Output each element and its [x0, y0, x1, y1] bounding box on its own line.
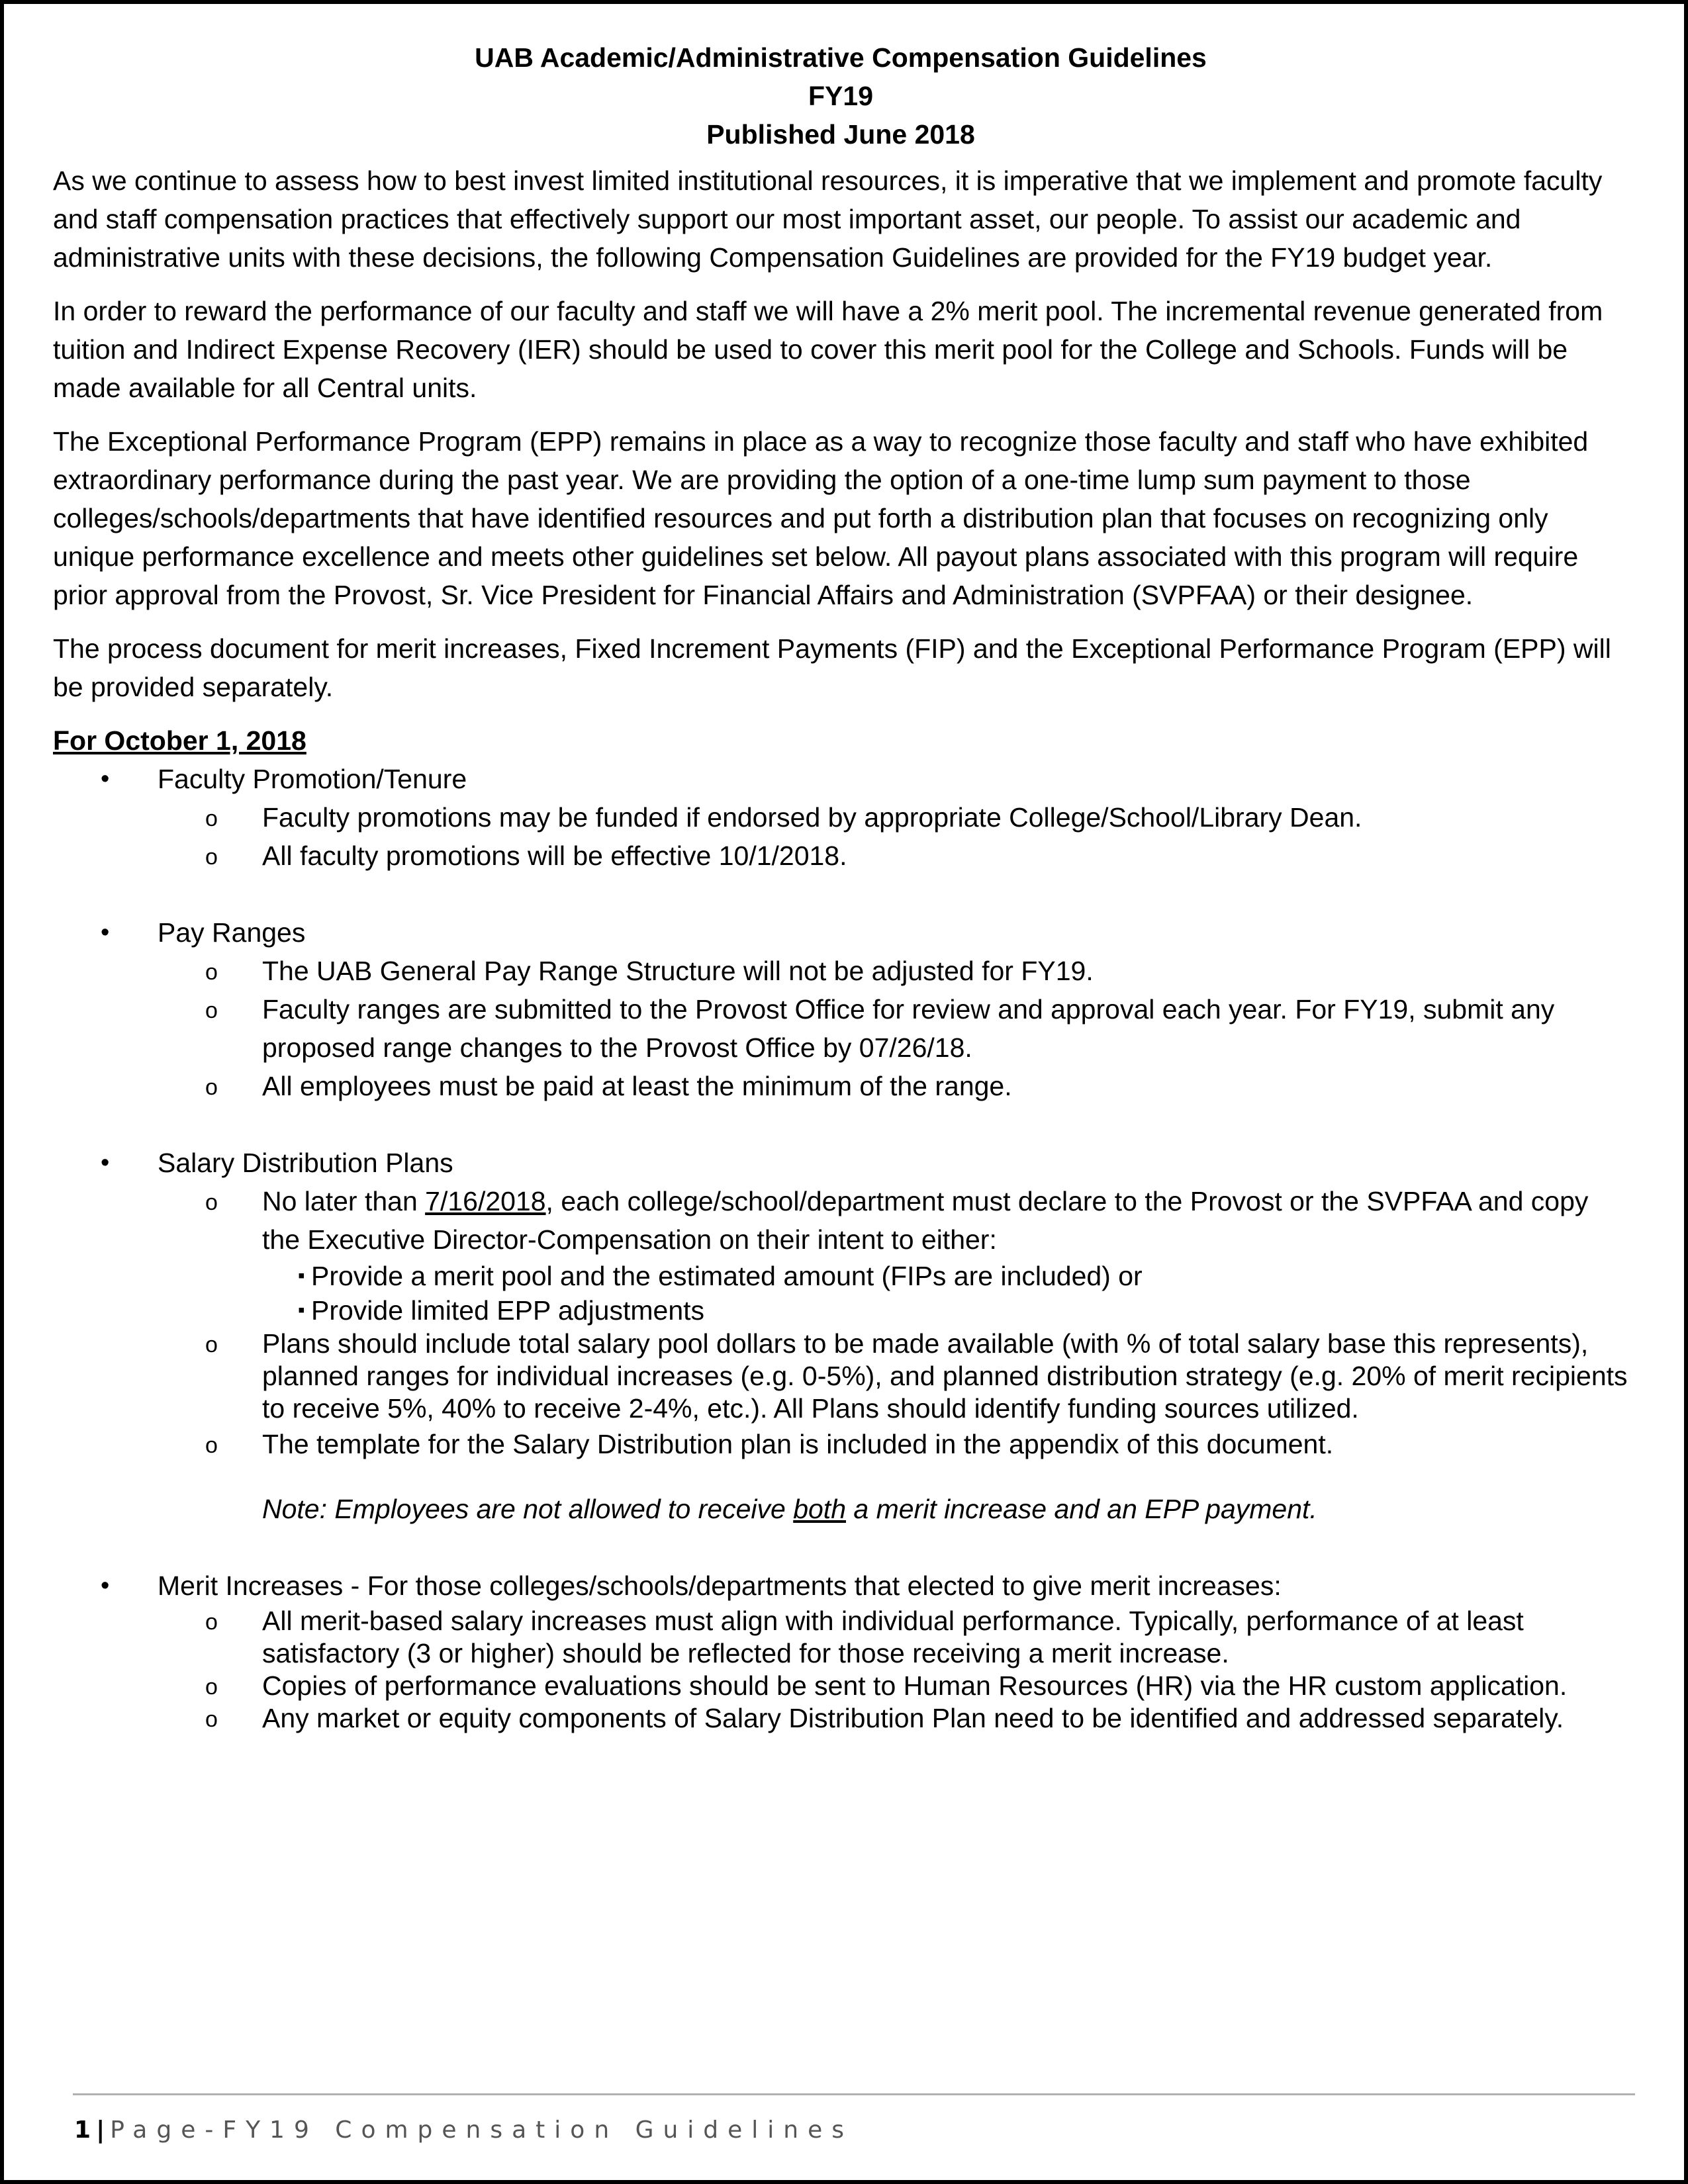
- option-text: Provide a merit pool and the estimated amount (FIPs are included) or: [311, 1261, 1143, 1291]
- circle-bullet-icon: o: [205, 1433, 218, 1458]
- note-prefix: Note: Employees are not allowed to receive: [262, 1494, 794, 1524]
- epp-paragraph: The Exceptional Performance Program (EPP) remains in place as a way to recognize those faculty and staff who have exhibited extraordinary performance during the past year. We are providing the option of a one-time lump sum payment to those colleges/schools/departments that have identified resources and put forth a distribution plan that focuses on recognizing only unique performance excellence and meets other guidelines set below. All payout plans associated with this program will require prior approval from the Provost, Sr. Vice President for Financial Affairs and Administration (SVPFAA) or their designee.: [53, 426, 1589, 610]
- list-item-faculty-promotion: [53, 760, 1628, 913]
- spacer: [158, 875, 1628, 913]
- sublist-item: [158, 990, 1628, 1067]
- circle-bullet-icon: o: [205, 1332, 218, 1357]
- list-item-label: Merit Increases - For those colleges/schools/departments that elected to give merit increases:: [158, 1570, 1282, 1601]
- guideline-list: [53, 760, 1628, 1735]
- merit-pool-paragraph: In order to reward the performance of our faculty and staff we will have a 2% merit pool. The incremental revenue generated from tuition and Indirect Expense Recovery (IER) should be used to cover this merit pool for the College and Schools. Funds will be made available for all Central units.: [53, 296, 1603, 403]
- bullet-icon: •: [101, 1149, 110, 1177]
- page-footer: [74, 2116, 853, 2144]
- document-title: UAB Academic/Administrative Compensation Guidelines: [475, 42, 1207, 73]
- square-bullet-icon: ▪: [298, 1299, 305, 1321]
- sublist-item: [158, 837, 1628, 875]
- sublist: [158, 798, 1628, 875]
- process-paragraph: The process document for merit increases, Fixed Increment Payments (FIP) and the Exceptional Performance Program (EPP) will be provided separately.: [53, 633, 1611, 702]
- document-body: [53, 38, 1628, 1735]
- sublist-item-text: All faculty promotions will be effective 10/1/2018.: [262, 841, 847, 871]
- circle-bullet-icon: o: [205, 998, 218, 1023]
- circle-bullet-icon: o: [205, 1707, 218, 1732]
- sublist-item-text: Faculty ranges are submitted to the Provost Office for review and approval each year. For FY19, submit any proposed range changes to the Provost Office by 07/26/18.: [262, 994, 1555, 1063]
- sublist-item-text: Faculty promotions may be funded if endorsed by appropriate College/School/Library Dean.: [262, 802, 1362, 833]
- note-suffix: a merit increase and an EPP payment.: [846, 1494, 1317, 1524]
- fiscal-year: FY19: [808, 81, 873, 111]
- circle-bullet-icon: o: [205, 960, 218, 985]
- option-item: [158, 1293, 1628, 1328]
- sublist-item-text: The template for the Salary Distribution plan is included in the appendix of this document.: [262, 1429, 1334, 1459]
- sublist-item: [158, 1425, 1628, 1463]
- sublist-item-text: The UAB General Pay Range Structure will not be adjusted for FY19.: [262, 956, 1094, 986]
- section-heading: For October 1, 2018: [53, 725, 306, 756]
- sublist-item: [158, 1067, 1628, 1105]
- published-date: Published June 2018: [706, 119, 975, 150]
- footer-text: Page-FY19 Compensation Guidelines: [110, 2116, 854, 2144]
- intro-paragraph: As we continue to assess how to best invest limited institutional resources, it is imperative that we implement and promote faculty and staff compensation practices that effectively support our most important asset, our people. To assist our academic and administrative units with these decisions, the following Compensation Guidelines are provided for the FY19 budget year.: [53, 165, 1603, 273]
- sublist: [158, 952, 1628, 1105]
- sublist-item: [158, 1670, 1628, 1702]
- circle-bullet-icon: o: [205, 844, 218, 870]
- square-bullet-icon: ▪: [298, 1265, 305, 1287]
- circle-bullet-icon: o: [205, 1075, 218, 1100]
- list-item-label: Pay Ranges: [158, 917, 306, 948]
- option-item: [158, 1259, 1628, 1293]
- circle-bullet-icon: o: [205, 1674, 218, 1700]
- sublist-item-text: All employees must be paid at least the minimum of the range.: [262, 1071, 1012, 1101]
- document-header: [53, 38, 1628, 154]
- note-emphasis: both: [793, 1494, 847, 1524]
- list-item-label: Faculty Promotion/Tenure: [158, 764, 467, 794]
- sublist: [158, 1605, 1628, 1735]
- options-list: [158, 1259, 1628, 1328]
- circle-bullet-icon: o: [205, 1610, 218, 1635]
- circle-bullet-icon: o: [205, 1190, 218, 1215]
- sublist: [158, 1182, 1628, 1463]
- list-item-label: Salary Distribution Plans: [158, 1148, 453, 1178]
- sublist-item-deadline: [158, 1182, 1628, 1328]
- sublist-item-text: All merit-based salary increases must align with individual performance. Typically, performance of at least satisfactory (3 or higher) should be reflected for those receiving a merit increase.: [262, 1606, 1524, 1668]
- list-item-salary-distribution: [53, 1144, 1628, 1567]
- sublist-item: [158, 1605, 1628, 1670]
- spacer: [158, 1528, 1628, 1567]
- page-number: 1: [74, 2116, 91, 2144]
- list-item-merit-increases: [53, 1567, 1628, 1735]
- sublist-item: [158, 1328, 1628, 1425]
- footer-divider: [73, 2093, 1635, 2095]
- note: [53, 1490, 1628, 1528]
- spacer: [158, 1105, 1628, 1144]
- deadline-date: 7/16/2018: [425, 1186, 546, 1216]
- bullet-icon: •: [101, 1572, 110, 1600]
- bullet-icon: •: [101, 765, 110, 793]
- list-item-pay-ranges: [53, 913, 1628, 1144]
- sublist-item: [158, 1702, 1628, 1735]
- deadline-suffix: , each college/school/department must declare to the Provost or the SVPFAA and copy the Executive Director-Compensation on their intent to either:: [262, 1186, 1589, 1255]
- circle-bullet-icon: o: [205, 806, 218, 831]
- sublist-item: [158, 798, 1628, 837]
- sublist-item-text: Any market or equity components of Salary Distribution Plan need to be identified and addressed separately.: [262, 1703, 1564, 1733]
- sublist-item-text: Copies of performance evaluations should be sent to Human Resources (HR) via the HR custom application.: [262, 1670, 1568, 1701]
- bullet-icon: •: [101, 919, 110, 946]
- footer-separator: |: [96, 2116, 105, 2144]
- sublist-item-text: Plans should include total salary pool dollars to be made available (with % of total salary base this represents), planned ranges for individual increases (e.g. 0-5%), and planned distribution strategy (e.g. 20% of merit recipients to receive 5%, 40% to receive 2-4%, etc.). All Plans should identify funding sources utilized.: [262, 1328, 1628, 1424]
- option-text: Provide limited EPP adjustments: [311, 1295, 705, 1326]
- sublist-item: [158, 952, 1628, 990]
- deadline-prefix: No later than: [262, 1186, 426, 1216]
